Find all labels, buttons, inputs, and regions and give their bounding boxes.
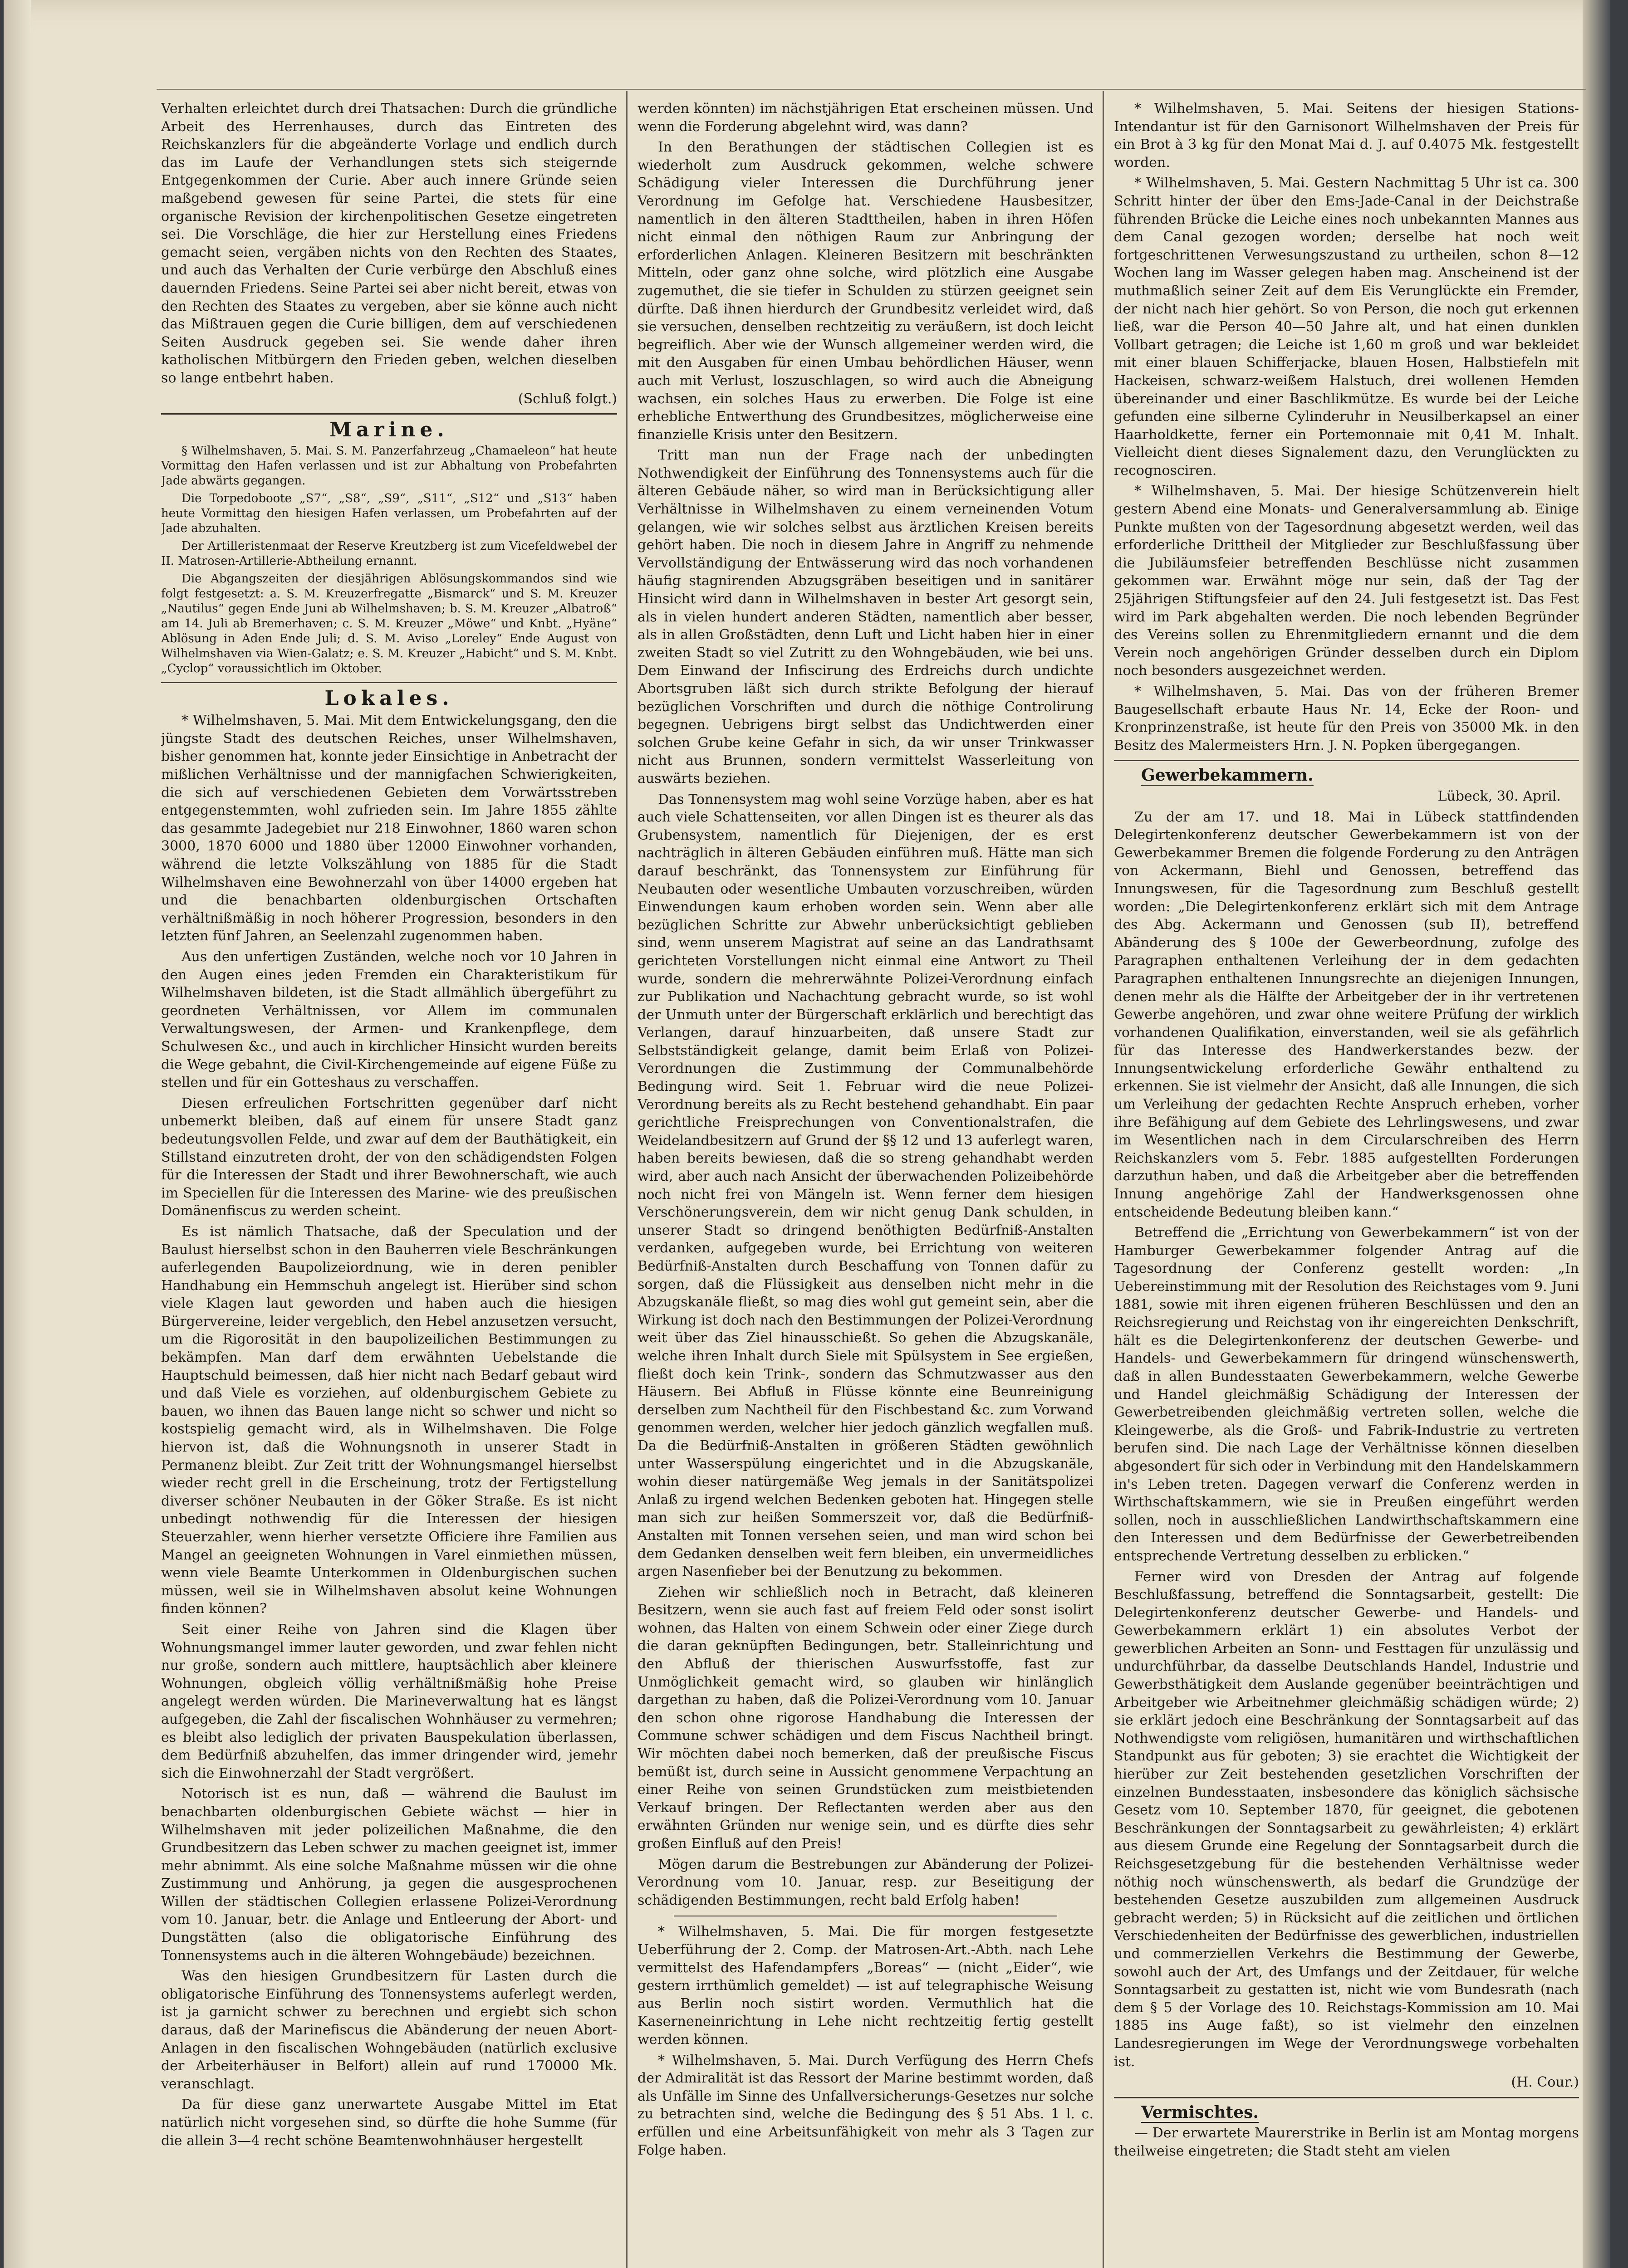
- column-3: [1114, 100, 1579, 2268]
- article-continuation: Verhalten erleichtet durch drei Thatsachen: Durch die gründliche Arbeit des Herrenhauses, durch das Eintreten des Reichskanzlers für die abgeänderte Vorlage und endlich durch das im Laufe der Verhandlungen stets sich steigernde Entgegenkommen der Curie. Aber auch innere Gründe seien maßgebend gewesen für seine Partei, die stets für eine organische Revision der kirchenpolitischen Gesetze eingetreten sei. Die Vorschläge, die hier zur Herstellung eines Friedens gemacht seien, vergäben nichts von den Rechten des Staates, und auch das Verhalten der Curie verbürge den Abschluß eines dauernden Friedens. Seine Partei sei aber nicht bereit, etwas von den Rechten des Staates zu vergeben, aber sie könne auch nicht das Mißtrauen gegen die Curie billigen, dem auf verschiedenen Seiten Ausdruck gegeben sei. Sie wende daher ihren katholischen Mitbürgern den Frieden geben, welchen dieselben so lange entbehrt haben.: [161, 101, 617, 386]
- continuation-note: (Schluß folgt.): [518, 391, 617, 407]
- article-paragraph: Tritt man nun der Frage nach der unbedingten Nothwendigkeit der Einführung des Tonnensystems auch für die älteren Gebäude näher, so wird man in Berücksichtigung aller Verhältnisse in Wilhelmshaven zu einem verneinenden Votum gelangen, wie wir solches selbst aus ärztlichen Kreisen bereits gehört haben. Die noch in diesem Jahre in Angriff zu nehmende Vervollständigung der Entwässerung wird das noch vorhandenen häufig stagnirenden Abzugsgräben beseitigen und in sanitärer Hinsicht wird dann in Wilhelmshaven in bester Art gesorgt sein, als in vielen hundert anderen Städten, namentlich aber besser, als in allen Großstädten, denn Luft und Licht haben hier in einer zweiten Stadt so viel Zutritt zu den Wohngebäuden, wie bei uns. Dem Einwand der Infiscirung des Erdreichs durch undichte Abortsgruben läßt sich durch strikte Befolgung der hierauf bezüglichen Vorschriften und durch die nöthige Controlirung begegnen. Uebrigens birgt selbst das Undichtwerden einer solchen Grube keine Gefahr in sich, da wir unser Trinkwasser nicht aus Brunnen, sondern vermittelst Wasserleitung von auswärts beziehen.: [637, 447, 1094, 787]
- dateline: Lübeck, 30. April.: [1437, 788, 1561, 804]
- lokales-paragraph: Diesen erfreulichen Fortschritten gegenüber darf nicht unbemerkt bleiben, daß auf einem für unsere Stadt ganz bedeutungsvollen Felde, und zwar auf dem der Bauthätigkeit, ein Stillstand einzutreten droht, der von den schädigendsten Folgen für die Interessen der Stadt und ihrer Bewohnerschaft, wie auch im Speciellen für die Interessen des Marine- wie des preußischen Domänenfiscus zu werden scheint.: [161, 1095, 617, 1219]
- section-divider: [161, 682, 617, 683]
- section-heading-marine: Marine.: [329, 418, 449, 442]
- marine-item: § Wilhelmshaven, 5. Mai. S. M. Panzerfahrzeug „Chamaeleon“ hat heute Vormittag den Hafen verlassen und ist zur Abhaltung von Probefahrten Jade abwärts gegangen.: [161, 444, 617, 488]
- vermischtes-heading-text: Vermischtes.: [1141, 2102, 1259, 2122]
- source-note: (H. Cour.): [1511, 2074, 1579, 2091]
- lokales-paragraph: Seit einer Reihe von Jahren sind die Klagen über Wohnungsmangel immer lauter geworden, und zwar fehlen nicht nur große, sondern auch mittlere, hauptsächlich aber kleinere Wohnungen, obgleich völlig verhältnißmäßig hohe Preise angelegt werden würden. Die Marineverwaltung hat es längst aufgegeben, die Zahl der fiscalischen Wohnhäuser zu vermehren; es bleibt also lediglich der privaten Bauspekulation überlassen, dem Bedürfniß abzuhelfen, das immer dringender wird, jemehr sich die Einwohnerzahl der Stadt vergrößert.: [161, 1621, 617, 1781]
- news-item: * Wilhelmshaven, 5. Mai. Das von der früheren Bremer Baugesellschaft erbaute Haus Nr. 14, Ecke der Roon- und Kronprinzenstraße, ist heute für den Preis von 35000 Mk. in den Besitz des Malermeisters Hrn. J. N. Popken übergegangen.: [1114, 684, 1579, 753]
- header-rule: [157, 89, 1586, 90]
- news-item: * Wilhelmshaven, 5. Mai. Der hiesige Schützenverein hielt gestern Abend eine Monats- und Generalversammlung ab. Einige Punkte mußten von der Tagesordnung abgesetzt werden, weil das erforderliche Drittheil der Mitglieder zur Beschlußfassung über die Jubiläumsfeier betreffenden Beschlüsse nicht zusammen gekommen war. Erwähnt möge nur sein, daß der Tag der 25jährigen Stiftungsfeier auf den 24. Juli festgesetzt ist. Das Fest wird im Park abgehalten werden. Die noch lebenden Begründer des Vereins sollen zu Ehrenmitgliedern ernannt und die dem Verein noch angehörigen Gründer desselben durch ein Diplom noch besonders ausgezeichnet werden.: [1114, 483, 1579, 679]
- news-item: * Wilhelmshaven, 5. Mai. Durch Verfügung des Herrn Chefs der Admiralität ist das Ressort der Marine bestimmt worden, daß als Unfälle im Sinne des Unfallversicherungs-Gesetzes nur solche zu betrachten sind, welche die Bedingung des § 51 Abs. 1 l. c. erfüllen und eine Arbeitsunfähigkeit von mehr als 3 Tagen zur Folge haben.: [637, 2052, 1094, 2158]
- section-divider: [161, 413, 617, 415]
- page-edge-right: [1583, 0, 1610, 2268]
- section-heading-vermischtes: [1114, 2104, 1579, 2122]
- vermischtes-paragraph: — Der erwartete Maurerstrike in Berlin ist am Montag morgens theilweise eingetreten; die Stadt steht am vielen: [1114, 2125, 1579, 2159]
- column-rule: [626, 91, 628, 2268]
- article-paragraph: Das Tonnensystem mag wohl seine Vorzüge haben, aber es hat auch viele Schattenseiten, vor allen Dingen ist es theurer als das Grubensystem, namentlich für Diejenigen, der es erst nachträglich in älteren Gebäuden einführen muß. Hätte man sich darauf beschränkt, das Tonnensystem zur Einführung für Neubauten oder wesentliche Umbauten vorzuschreiben, würden Einwendungen kaum erhoben worden sein. Wenn aber alle bezüglichen Schritte zur Abwehr unberücksichtigt geblieben sind, wenn unserem Magistrat auf seine an das Landrathsamt gerichteten Vorstellungen nicht einmal eine Antwort zu Theil wurde, sondern die mehrerwähnte Polizei-Verordnung einfach zur Publikation und Nachachtung gebracht wurde, so ist wohl der Unmuth unter der Bürgerschaft erklärlich und berechtigt das Verlangen, darauf hinzuarbeiten, daß unsere Stadt zur Selbstständigkeit gelange, damit beim Erlaß von Polizei-Verordnungen die Zustimmung der Communalbehörde Bedingung wird. Seit 1. Februar wird die neue Polizei-Verordnung bereits als zu Recht bestehend gehandhabt. Ein paar gerichtliche Freisprechungen von Conventionalstrafen, die Weidelandbesitzern auf Grund der §§ 12 und 13 auferlegt waren, haben bereits bewiesen, daß die so streng gehandhabt werden wird, aber auch nach Ansicht der überwachenden Polizeibehörde noch nicht frei von Mängeln ist. Wenn ferner dem hiesigen Verschönerungsverein, dem wir nicht genug Dank schulden, in unserer Stadt so dringend benöthigten Bedürfniß-Anstalten verdanken, aufgegeben wurde, bei Errichtung von weiteren Bedürfniß-Anstalten durch Beschaffung von Tonnen dafür zu sorgen, daß die Flüssigkeit aus denselben nicht mehr in die Abzugskanäle fließt, so mag dies wohl gut gemeint sein, aber die Wirkung ist doch nach den Bestimmungen der Polizei-Verordnung weit über das Ziel hinausschießt. So gehen die Abzugskanäle, welche ihren Inhalt durch Siele mit Spülsystem in See ergießen, fließt doch kein Trink-, sondern das Schmutzwasser aus den Häusern. Bei Abfluß in Flüsse könnte eine Beunreinigung derselben zum Nachtheil für den Fischbestand &c. zum Vorwand genommen werden, welcher hier jedoch gänzlich wegfallen muß. Da die Bedürfniß-Anstalten in größeren Städten gewöhnlich unter Wasserspülung eingerichtet und in die Abzugskanäle, wohin dieser natürgemäße Weg jemals in der Sanitätspolizei Anlaß zu irgend welchen Bedenken geboten hat. Hingegen stelle man sich zur heißen Sommerszeit vor, daß die Bedürfniß-Anstalten mit Tonnen versehen seien, und man wird schon bei dem Gedanken denselben weit fern bleiben, ein unvermeidliches argen Nasenfieber bei der Benutzung zu bekommen.: [637, 791, 1094, 1580]
- marine-item: Die Torpedoboote „S7“, „S8“, „S9“, „S11“, „S12“ und „S13“ haben heute Vormittag den hiesigen Hafen verlassen, um Probefahrten auf der Jade abzuhalten.: [161, 491, 617, 535]
- gewerbe-paragraph: Zu der am 17. und 18. Mai in Lübeck stattfindenden Delegirtenkonferenz deutscher Gewerbekammern ist von der Gewerbekammer Bremen die folgende Forderung zu den Anträgen von Ackermann, Biehl und Genossen, betreffend das Innungswesen, für die Tagesordnung zum Beschluß gestellt worden: „Die Delegirtenkonferenz erklärt sich mit dem Antrage des Abg. Ackermann und Genossen (sub II), betreffend Abänderung des § 100e der Gewerbeordnung, zufolge des Paragraphen enthaltenen Verleihung der in dem gedachten Paragraphen enthaltenen Innungsrechte an diejenigen Innungen, denen mehr als die Hälfte der Arbeitgeber der in ihr vertretenen Gewerbe angehören, und zwar ohne weitere Prüfung der wirklich vorhandenen Qualifikation, einverstanden, weil sie als gefährlich für das Interesse des Handwerkerstandes bezw. der Innungsentwickelung erforderliche Gewähr enthaltend zu erkennen. Sie ist vielmehr der Ansicht, daß alle Innungen, die sich um Verleihung der gedachten Rechte Anspruch erheben, vorher ihre Befähigung auf dem Gebiete des Lehrlingswesens, und zwar im Wesentlichen nach in dem Circularschreiben des Herrn Reichskanzlers vom 5. Febr. 1885 aufgestellten Forderungen darzuthun haben, und daß die Arbeitgeber aber die betreffenden Innung angehörige Zahl der Handwerksgenossen ohne entscheidende Bedeutung bleiben kann.“: [1114, 809, 1579, 1220]
- news-item: * Wilhelmshaven, 5. Mai. Die für morgen festgesetzte Ueberführung der 2. Comp. der Matrosen-Art.-Abth. nach Lehe vermittelst des Hafendampfers „Boreas“ — (nicht „Eider“, wie gestern irrthümlich gemeldet) — ist auf telegraphische Weisung aus Berlin noch sistirt worden. Vermuthlich hat die Kaserneneinrichtung in Lehe nicht rechtzeitig fertig gestellt werden können.: [637, 1924, 1094, 2048]
- article-paragraph: werden könnten) im nächstjährigen Etat erscheinen müssen. Und wenn die Forderung abgelehnt wird, was dann?: [637, 101, 1094, 135]
- news-item: * Wilhelmshaven, 5. Mai. Seitens der hiesigen Stations-Intendantur ist für den Garnisonort Wilhelmshaven der Preis für ein Brot à 3 kg für den Monat Mai d. J. auf 0.4075 Mk. festgestellt worden.: [1114, 101, 1579, 171]
- article-paragraph: In den Berathungen der städtischen Collegien ist es wiederholt zum Ausdruck gekommen, welche schwere Schädigung vieler Interessen die Durchführung jener Verordnung im Gefolge hat. Verschiedene Hausbesitzer, namentlich in den älteren Stadttheilen, haben in ihren Höfen nicht einmal den nöthigen Raum zur Anbringung der erforderlichen Anlagen. Kleineren Besitzern mit beschränkten Mitteln, oder ganz ohne solche, wird plötzlich eine Ausgabe zugemuthet, die sie tiefer in Schulden zu stürzen geeignet sein dürfte. Daß ihnen hierdurch der Grundbesitz verleidet wird, daß sie versuchen, denselben rechtzeitig zu veräußern, ist doch leicht begreiflich. Aber wie der Wunsch allgemeiner werden wird, die mit den Ausgaben für einen Umbau behördlichen Häuser, wenn auch mit Verlust, loszuschlagen, so wird auch die Abneigung wachsen, ein solches Haus zu erwerben. Die Folge ist eine erhebliche Entwerthung des Grundbesitzes, möglicherweise eine finanzielle Krisis unter den Besitzern.: [637, 139, 1094, 443]
- column-rule: [1103, 91, 1104, 2268]
- lokales-paragraph: Aus den unfertigen Zuständen, welche noch vor 10 Jahren in den Augen eines jeden Fremden ein Charakteristikum für Wilhelmshaven bildeten, ist die Stadt allmählich übergeführt zu geordneten Verhältnissen, vor Allem im communalen Verwaltungswesen, der Armen- und Krankenpflege, dem Schulwesen &c., und auch in kirchlicher Hinsicht wurden bereits die Wege gebahnt, die Civil-Kirchengemeinde auf eigene Füße zu stellen und für ein Gotteshaus zu verschaffen.: [161, 949, 617, 1091]
- gewerbe-paragraph: Ferner wird von Dresden der Antrag auf folgende Beschlußfassung, betreffend die Sonntagsarbeit, gestellt: Die Delegirtenkonferenz deutscher Gewerbe- und Handels- und Gewerbekammern erklärt 1) ein absolutes Verbot der gewerblichen Arbeiten an Sonn- und Festtagen für unzulässig und undurchführbar, da dasselbe Deutschlands Handel, Industrie und Gewerbsthätigkeit dem Auslande gegenüber beeinträchtigen und Arbeitgeber wie Arbeitnehmer gleichmäßig schädigen würde; 2) sie erklärt jedoch eine Beschränkung der Sonntagsarbeit auf das Nothwendigste vom religiösen, humanitären und wirthschaftlichen Standpunkt aus für geboten; 3) sie erachtet die Wichtigkeit der hierüber zur Zeit bestehenden gesetzlichen Vorschriften der einzelnen Bundesstaaten, insbesondere das königlich sächsische Gesetz vom 10. September 1870, für geeignet, die gebotenen Beschränkungen der Sonntagsarbeit zu gewährleisten; 4) erklärt aus diesem Grunde eine Regelung der Sonntagsarbeit durch die Reichsgesetzgebung für die bestehenden Verhältnisse weder nöthig noch wünschenswerth, als bedarf die Grundzüge der bestehenden Gesetze auszubilden zum allgemeinen Ausdruck gebracht werden; 5) in Rücksicht auf die zeitlichen und örtlichen Verschiedenheiten der Bedürfnisse des gewerblichen, industriellen und commerziellen Verkehrs die Bestimmung der Gewerbe, sowohl auch der Art, des Umfangs und der Zeitdauer, für welche Sonntagsarbeit zu gestatten ist, nicht wie vom Bundesrath (nach dem § 5 der Vorlage des 10. Reichstags-Kommission am 10. Mai 1885 ins Auge faßt), so ist vielmehr den einzelnen Landesregierungen im Wege der Verordnungswege vorbehalten ist.: [1114, 1569, 1579, 2070]
- section-heading-gewerbekammern: [1114, 767, 1579, 785]
- lokales-paragraph: Was den hiesigen Grundbesitzern für Lasten durch die obligatorische Einführung des Tonnensystems auferlegt werden, ist ja garnicht schwer zu berechnen und ergiebt sich schon daraus, daß der Marinefiscus die Abänderung der neuen Abort-Anlagen in den fiscalischen Wohngebäuden (natürlich exclusive der Arbeiterhäuser in Belfort) allein auf rund 170000 Mk. veranschlagt.: [161, 1968, 617, 2092]
- section-divider: [1114, 2097, 1579, 2098]
- gewerbe-heading-text: Gewerbekammern.: [1141, 766, 1314, 785]
- section-divider: [1114, 760, 1579, 761]
- lokales-paragraph: * Wilhelmshaven, 5. Mai. Mit dem Entwickelungsgang, den die jüngste Stadt des deutschen Reiches, unser Wilhelmshaven, bisher genommen hat, konnte jeder Einsichtige in Anbetracht der mißlichen Verhältnisse und der mannigfachen Schwierigkeiten, die sich auf verschiedenen Gebieten dem Vorwärtsstreben entgegenstemmten, wohl zufrieden sein. Im Jahre 1855 zählte das gesammte Jadegebiet nur 218 Einwohner, 1860 waren schon 3000, 1870 6000 und 1880 über 12000 Einwohner vorhanden, während die letzte Volkszählung von 1885 für die Stadt Wilhelmshaven eine Bewohnerzahl von über 14000 ergeben hat und die benachbarten oldenburgischen Ortschaften verhältnißmäßig in noch höherer Progression, besonders in den letzten fünf Jahren, an Seelenzahl zugenommen haben.: [161, 713, 617, 944]
- column-2: [637, 100, 1094, 2268]
- article-paragraph: Ziehen wir schließlich noch in Betracht, daß kleineren Besitzern, wenn sie auch fast auf freiem Feld oder sonst isolirt wohnen, das Halten von einem Schwein oder einer Ziege durch die daran geknüpften Bedingungen, betr. Stalleinrichtung und den Abfluß der thierischen Auswurfsstoffe, fast zur Unmöglichkeit gemacht wird, so glauben wir hinlänglich dargethan zu haben, daß die Polizei-Verordnung vom 10. Januar den schon ohne rigorose Handhabung die Interessen der Commune schwer schädigen und dem Fiscus Nachtheil bringt. Wir möchten dabei noch bemerken, daß der preußische Fiscus bemüßt ist, durch seine in Aussicht genommene Verpachtung an einer Reihe von seinen Grundstücken zum meistbietenden Verkauf bringen. Der Reflectanten werden aber aus den erwähnten Gründen nur wenige sein, und es dürfte dies sehr großen Einfluß auf den Preis!: [637, 1584, 1094, 1852]
- lokales-paragraph: Notorisch ist es nun, daß — während die Baulust im benachbarten oldenburgischen Gebiete wächst — hier in Wilhelmshaven mit jeder polizeilichen Maßnahme, die den Grundbesitzern das Leben schwer zu machen geeignet ist, immer mehr abnimmt. Als eine solche Maßnahme müssen wir die ohne Zustimmung und Anhörung, ja gegen die ausgesprochenen Willen der städtischen Collegien erlassene Polizei-Verordnung vom 10. Januar, betr. die Anlage und Entleerung der Abort- und Dungstätten (also die obligatorische Einführung des Tonnensystems auch in die älteren Wohngebäude) bezeichnen.: [161, 1786, 617, 1964]
- column-1: [161, 100, 617, 2268]
- marine-item: Die Abgangszeiten der diesjährigen Ablösungskommandos sind wie folgt festgesetzt: a. S. M. Kreuzerfregatte „Bismarck“ und S. M. Kreuzer „Nautilus“ gegen Ende Juni ab Wilhelmshaven; b. S. M. Kreuzer „Albatroß“ am 14. Juli ab Bremerhaven; c. S. M. Kreuzer „Möwe“ und Knbt. „Hyäne“ Ablösung in Aden Ende Juli; d. S. M. Aviso „Loreley“ Ende August von Wilhelmshaven via Wien-Galatz; e. S. M. Kreuzer „Habicht“ und S. M. Knbt. „Cyclop“ voraussichtlich im Oktober.: [161, 572, 617, 675]
- section-heading-lokales: Lokales.: [324, 686, 454, 710]
- gewerbe-paragraph: Betreffend die „Errichtung von Gewerbekammern“ ist von der Hamburger Gewerbekammer folgender Antrag auf die Tagesordnung der Conferenz gestellt worden: „In Uebereinstimmung mit der Resolution des Reichstages vom 9. Juni 1881, sowie mit ihren eigenen früheren Beschlüssen und den an Reichsregierung und Reichstag von ihr eingereichten Denkschrift, hält es die Delegirtenkonferenz der deutschen Gewerbe- und Handels- und Gewerbekammern für dringend wünschenswerth, daß in allen Bundesstaaten Gewerbekammern, welche Gewerbe und Handel gleichmäßig Schädigung der Interessen der Gewerbetreibenden gleichmäßig vertreten sollen, welche die Kleingewerbe, als die Groß- und Fabrik-Industrie zu vertreten berufen sind. Die nach Lage der Verhältnisse können dieselben abgesondert für sich oder in Verbindung mit den Handelskammern in's Leben treten. Dagegen verwarf die Conferenz werden in Wirthschaftskammern, wie sie in Preußen eingeführt werden sollen, noch in ausschließlichen Landwirthschaftskammern eine den Interessen und dem Bedürfnisse der Gewerbetreibenden entsprechende Vertretung desselben zu erblicken.“: [1114, 1225, 1579, 1564]
- lokales-paragraph: Da für diese ganz unerwartete Ausgabe Mittel im Etat natürlich nicht vorgesehen sind, so dürfte die hohe Summe (für die allein 3—4 recht schöne Beamtenwohnhäuser hergestellt: [161, 2097, 617, 2149]
- lokales-paragraph: Es ist nämlich Thatsache, daß der Speculation und der Baulust hierselbst schon in den Bauherren viele Beschränkungen auferlegenden Baupolizeiordnung, wie in deren penibler Handhabung ein Hemmschuh angelegt ist. Hierüber sind schon viele Klagen laut geworden und haben auch die hiesigen Bürgervereine, leider vergeblich, den Hebel anzusetzen versucht, um die Rigorosität in den baupolizeilichen Bestimmungen zu bekämpfen. Man darf dem erwähnten Uebelstande die Hauptschuld beimessen, daß hier nicht nach Bedarf gebaut wird und daß Viele es vorziehen, auf oldenburgischem Gebiete zu bauen, wo ihnen das Bauen lange nicht so schwer und nicht so kostspielig gemacht wird, als in Wilhelmshaven. Die Folge hiervon ist, daß die Wohnungsnoth in unserer Stadt in Permanenz bleibt. Zur Zeit tritt der Wohnungsmangel hierselbst wieder recht grell in die Erscheinung, trotz der Fertigstellung diverser schöner Neubauten in der Göker Straße. Es ist nicht unbedingt nothwendig für die Interessen der hiesigen Steuerzahler, wenn hierher versetzte Officiere ihre Familien aus Mangel an geeigneten Wohnungen in Varel einmiethen müssen, wenn viele Beamte Unterkommen in Oldenburgischen suchen müssen, weil sie in Wilhelmshaven absolut keine Wohnungen finden können?: [161, 1223, 617, 1617]
- article-paragraph: Mögen darum die Bestrebungen zur Abänderung der Polizei-Verordnung vom 10. Januar, resp. zur Beseitigung der schädigenden Bestimmungen, recht bald Erfolg haben!: [637, 1856, 1094, 1908]
- news-item: * Wilhelmshaven, 5. Mai. Gestern Nachmittag 5 Uhr ist ca. 300 Schritt hinter der über den Ems-Jade-Canal in der Deichstraße führenden Brücke die Leiche eines noch unbekannten Mannes aus dem Canal gezogen worden; derselbe hat noch weit fortgeschrittenen Verwesungszustand zu urtheilen, schon 8—12 Wochen lang im Wasser gelegen haben mag. Anscheinend ist der muthmaßlich seiner Zeit auf dem Eis Verunglückte ein Fremder, der nicht nach hier gehört. So von Person, die noch gut erkennen ließ, war die Person 40—50 Jahre alt, und hat einen dunklen Vollbart getragen; die Leiche ist 1,60 m groß und war bekleidet mit einer blauen Schifferjacke, blauen Hosen, Halbstiefeln mit Hackeisen, schwarz-weißem Halstuch, drei wollenen Hemden übereinander und einer Baschlikmütze. Es wurde bei der Leiche gefunden eine silberne Cylinderuhr in Neusilberkapsel an einer Haarholdkette, ferner ein Portemonnaie mit 0,41 M. Inhalt. Vielleicht dient dieses Signalement dazu, den Verunglückten zu recognosciren.: [1114, 175, 1579, 479]
- page-edge-left: [4, 0, 31, 2268]
- marine-item: Der Artilleristenmaat der Reserve Kreutzberg ist zum Vicefeldwebel der II. Matrosen-Artillerie-Abtheilung ernannt.: [161, 539, 617, 568]
